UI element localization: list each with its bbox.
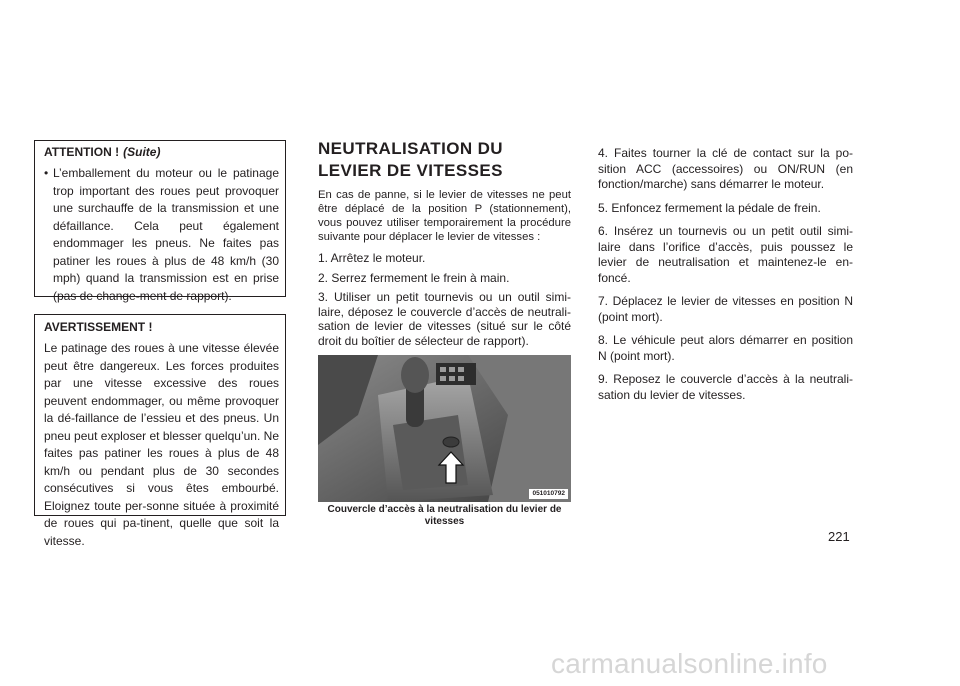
attention-title-text: ATTENTION !: [44, 145, 120, 159]
step-2: 2. Serrez fermement le frein à main.: [318, 270, 510, 285]
section-heading: NEUTRALISATION DU LEVIER DE VITESSES: [318, 139, 503, 180]
step-7: 7. Déplacez le levier de vitesses en position N (point mort).: [598, 294, 853, 324]
section-column-left: [318, 138, 571, 528]
warning-box: [34, 314, 286, 548]
step-1: 1. Arrêtez le moteur.: [318, 251, 426, 265]
attention-bullet: [44, 165, 279, 305]
section-column-right: [598, 146, 853, 411]
step-5: 5. Enfoncez fermement la pédale de frein.: [598, 200, 821, 215]
attention-bullet-text: L’emballement du moteur ou le patinage trop important des roues peut provoquer une surchauffe de la transmission et une défaillance. Cela peut également endommager les pneus. Ne faites pas patiner les roues à plus de 48 km/h (30 mph) quand la transmission est en prise (pas de change-ment de rapport).: [53, 166, 279, 303]
step-6: 6. Insérez un tournevis ou un petit outil simi-laire dans l’orifice d’accès, puis poussez le levier de neutralisation et maintenez-le en-foncé.: [598, 224, 853, 285]
gear-shifter-photo: [318, 355, 571, 502]
step-9: 9. Reposez le couvercle d’accès à la neutrali-sation du levier de vitesses.: [598, 372, 853, 402]
warning-title: AVERTISSEMENT !: [44, 320, 153, 334]
step-8: 8. Le véhicule peut alors démarrer en position N (point mort).: [598, 333, 853, 363]
bullet-icon: •: [44, 166, 49, 180]
step-4: 4. Faites tourner la clé de contact sur la po-sition ACC (accessoires) ou ON/RUN (en fonction/marche) sans démarrer le moteur.: [598, 146, 853, 191]
section-intro: En cas de panne, si le levier de vitesses ne peut être déplacé de la position P (stationnement), vous pouvez utiliser temporairement la procédure suivante pour déplacer le levier de vitesses :: [318, 189, 571, 243]
warning-text: Le patinage des roues à une vitesse élevée peut être dangereux. Les forces produites par une vitesse excessive des roues peuvent endommager, ou même provoquer la dé-faillance de l’essieu et des pneus. Un pneu peut exploser et blesser quelqu’un. Ne faites pas patiner les roues à plus de 48 km/h ou pendant plus de 30 secondes consécutives si vous êtes embourbé. Eloignez toute per-sonne située à proximité de roues qui pa-tinent, quelle que soit la vitesse.: [44, 341, 279, 548]
attention-box: [34, 140, 286, 303]
attention-title-suite: (Suite): [123, 145, 161, 159]
figure-caption: Couvercle d’accès à la neutralisation du levier de vitesses: [327, 504, 562, 527]
page-number: 221: [828, 529, 850, 544]
photo-code-label: 051010792: [529, 489, 568, 499]
step-3: 3. Utiliser un petit tournevis ou un outil simi-laire, déposez le couvercle d’accès de neutrali-sation de levier de vitesses (situé sur le côté droit du boîtier de sélecteur de rapport).: [318, 290, 571, 348]
gear-shifter-illustration: [318, 355, 571, 502]
watermark-text: carmanualsonline.info: [551, 648, 828, 679]
attention-title: [44, 145, 279, 160]
